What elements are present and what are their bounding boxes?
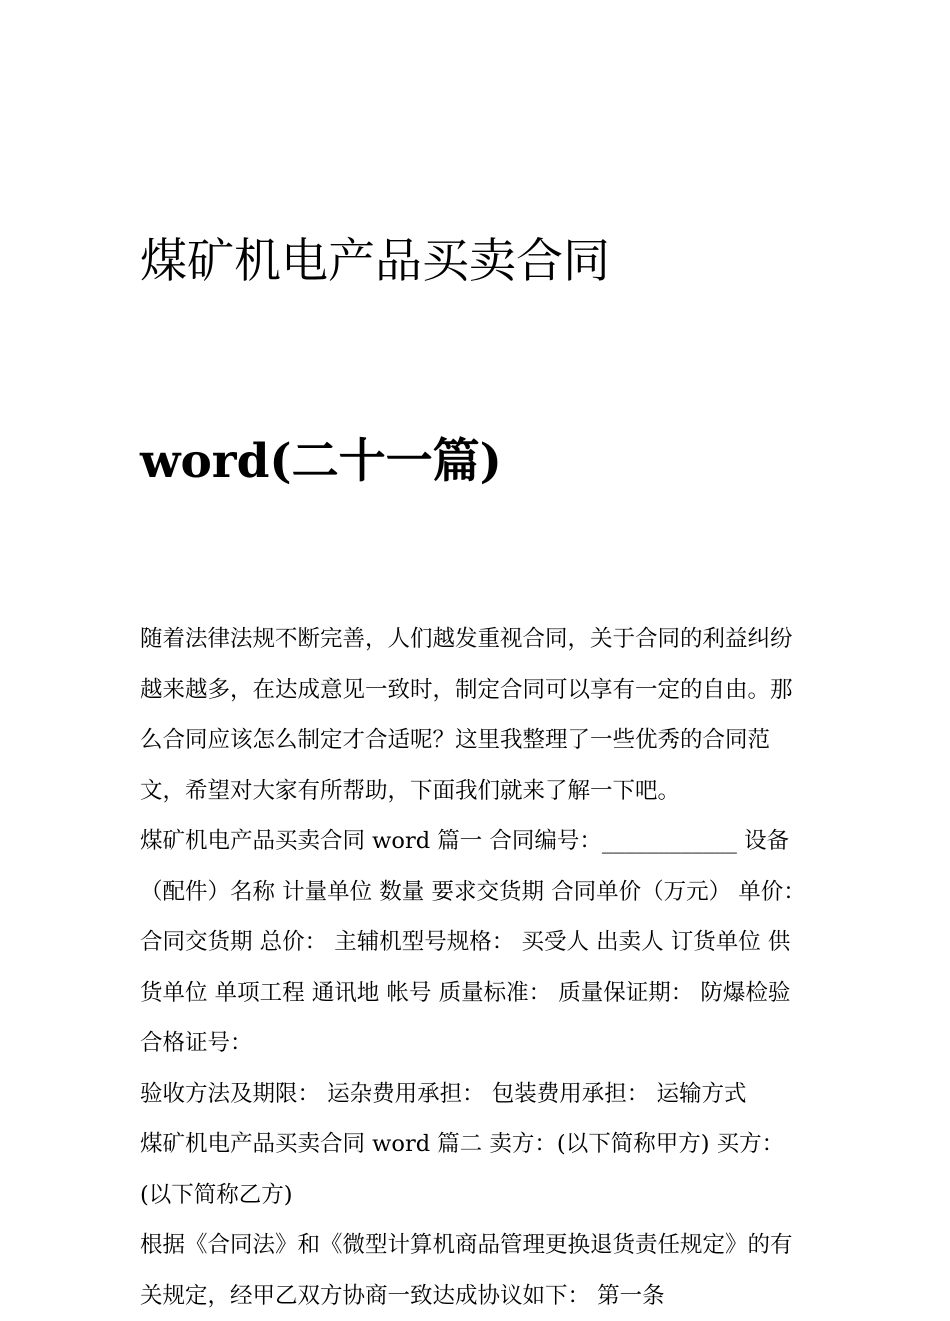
document-body <box>140 614 812 1321</box>
contract-two-parties-paragraph: 煤矿机电产品买卖合同 word 篇二 卖方：(以下简称甲方) 买方：(以下简称乙方) <box>140 1131 785 1208</box>
document-title <box>140 112 812 612</box>
contract-one-details-paragraph: 合同交货期 总价： 主辅机型号规格： 买受人 出卖人 订货单位 供货单位 单项工程 通讯地 帐号 质量标准： 质量保证期： 防爆检验合格证号： <box>140 929 791 1056</box>
document-title-line-1: 煤矿机电产品买卖合同 <box>140 234 610 289</box>
acceptance-paragraph: 验收方法及期限： 运杂费用承担： 包装费用承担： 运输方式 <box>140 1080 747 1107</box>
contract-two-basis-paragraph: 根据《合同法》和《微型计算机商品管理更换退货责任规定》的有关规定，经甲乙双方协商一致达成协议如下： 第一条 <box>140 1232 793 1309</box>
contract-one-paragraph: 煤矿机电产品买卖合同 word 篇一 合同编号：____________ 设备（配件）名称 计量单位 数量 要求交货期 合同单价（万元） 单价： <box>140 828 806 905</box>
intro-paragraph: 随着法律法规不断完善，人们越发重视合同，关于合同的利益纠纷越来越多，在达成意见一致时，制定合同可以享有一定的自由。那么合同应该怎么制定才合适呢？这里我整理了一些优秀的合同范文，希望对大家有所帮助，下面我们就来了解一下吧。 <box>140 626 793 804</box>
document-title-line-2: word(二十一篇) <box>140 434 502 489</box>
document-page <box>140 112 812 1321</box>
